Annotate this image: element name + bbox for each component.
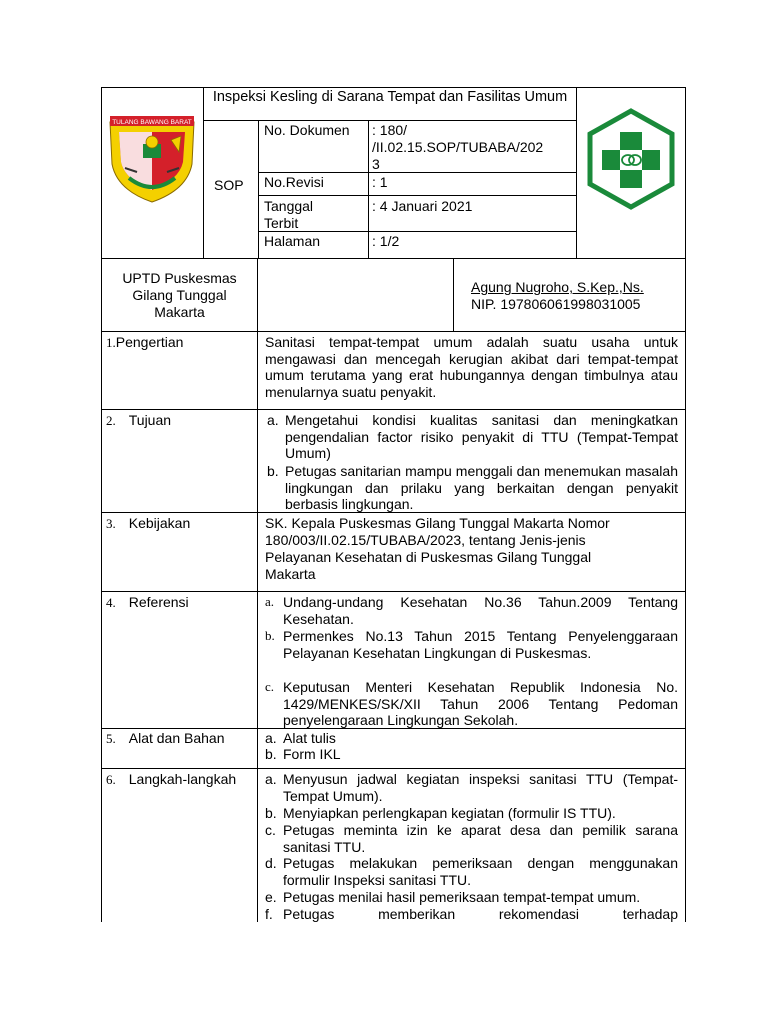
regency-logo [107, 112, 197, 204]
section-pengertian-text: Sanitasi tempat-tempat umum adalah suatu usaha untuk mengawasi dan mencegah kerugian akibat dari tempat-tempat umum terutama yang erat hubungannya dengan timbulnya atau menularnya suatu penyakit. [265, 334, 678, 400]
section-referensi-label: 4. Referensi [106, 594, 189, 610]
org-name-line-3: Makarta [154, 304, 205, 320]
kebijakan-line-4: Makarta [265, 566, 316, 582]
field-value-no-revisi: : 1 [372, 174, 388, 190]
svg-text:TULANG BAWANG BARAT: TULANG BAWANG BARAT [112, 119, 192, 126]
field-label-no-dokumen: No. Dokumen [264, 122, 350, 138]
field-value-halaman: : 1/2 [372, 233, 400, 249]
field-value-no-dokumen-2: /II.02.15.SOP/TUBABA/202 [372, 139, 544, 155]
sop-label: SOP [214, 177, 244, 193]
field-label-terbit: Terbit [264, 215, 299, 231]
field-value-no-dokumen-3: 3 [372, 156, 380, 172]
section-alat-label: 5. Alat dan Bahan [106, 730, 225, 746]
section-pengertian-label: 1.Pengertian [106, 334, 184, 350]
field-label-no-revisi: No.Revisi [264, 174, 324, 190]
kebijakan-line-3: Pelayanan Kesehatan di Puskesmas Gilang Tunggal [265, 549, 592, 565]
org-name-line-2: Gilang Tunggal [132, 287, 227, 303]
org-name-line-1: UPTD Puskesmas [122, 270, 237, 286]
puskesmas-logo [586, 108, 676, 210]
section-langkah-label: 6. Langkah-langkah [106, 771, 237, 787]
field-value-no-dokumen-1: : 180/ [372, 122, 408, 138]
field-label-tanggal: Tanggal [264, 198, 314, 214]
section-kebijakan-label: 3. Kebijakan [106, 515, 191, 531]
signer-nip: NIP. 197806061998031005 [471, 296, 641, 312]
field-label-halaman: Halaman [264, 233, 321, 249]
kebijakan-line-2: 180/003/II.02.15/TUBABA/2023, tentang Jenis-jenis [265, 532, 586, 548]
signer-name: Agung Nugroho, S.Kep.,Ns. [471, 279, 644, 295]
kebijakan-line-1: SK. Kepala Puskesmas Gilang Tunggal Makarta Nomor [265, 515, 610, 531]
field-value-tanggal: : 4 Januari 2021 [372, 198, 473, 214]
document-title: Inspeksi Kesling di Sarana Tempat dan Fasilitas Umum [212, 89, 568, 105]
section-tujuan-label: 2. Tujuan [106, 412, 172, 428]
